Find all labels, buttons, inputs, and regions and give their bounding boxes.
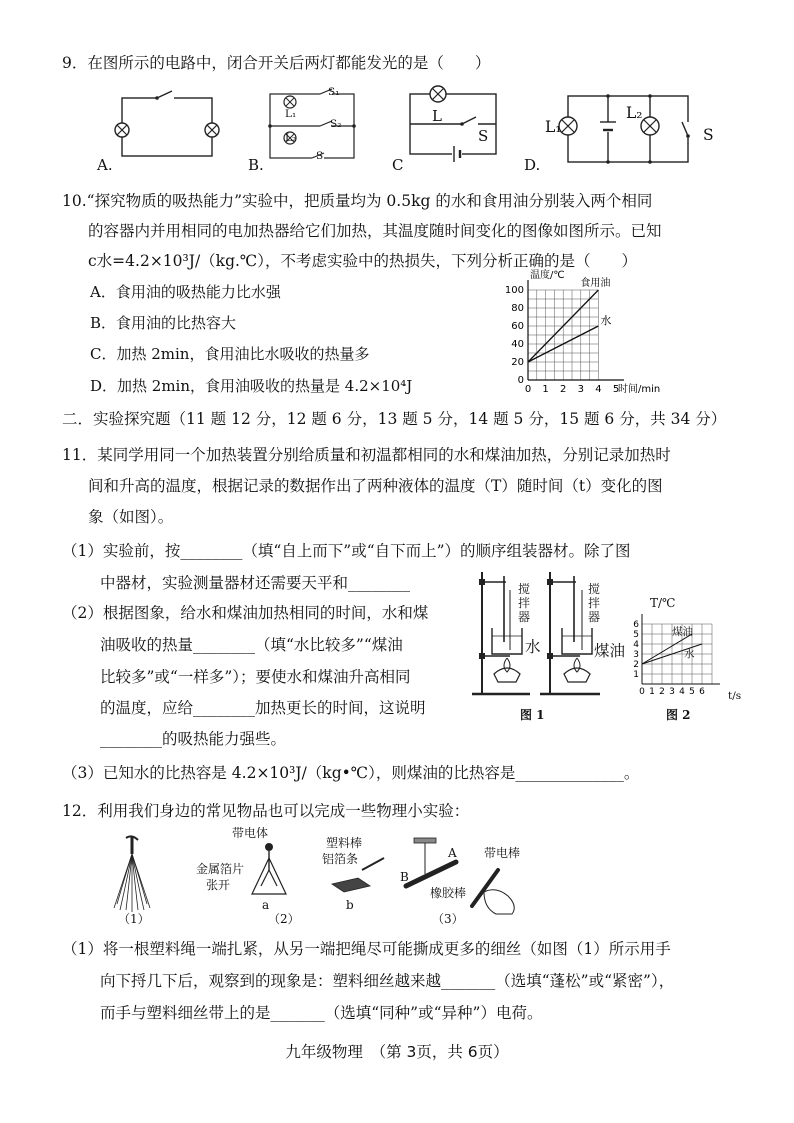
q12-part1-c: 而手与塑料细丝带上的是_______（选填“同种”或“异种”）电荷。 — [100, 1004, 543, 1022]
y-axis-label: 温度/℃ — [530, 270, 565, 281]
q10-line3: c水=4.2×10³J/（kg.℃），不考虑实验中的热损失，下列分析正确的是（ ） — [88, 252, 638, 270]
q11-line3: 象（如图）。 — [88, 508, 174, 526]
q12-figure-1-plastic-strands — [108, 834, 158, 914]
y-tick-label: 60 — [511, 321, 524, 332]
q12-part1-a: （1）将一根塑料绳一端扎紧，从另一端把绳尽可能撕成更多的细丝（如图（1）所示用手 — [62, 940, 671, 958]
q10-line2: 的容器内并用相同的电加热器给它们加热，其温度随时间变化的图像如图所示。已知 — [88, 222, 662, 240]
q9-d-l1: L₁ — [545, 118, 562, 136]
q9-b-s: S — [316, 150, 324, 162]
q11-line2: 间和升高的温度，根据记录的数据作出了两种液体的温度（T）随时间（t）变化的图 — [88, 477, 663, 495]
y-tick-label: 100 — [504, 285, 524, 296]
x-tick-label: 0 — [524, 384, 532, 395]
q11-fig2-oil: 煤油 — [672, 626, 693, 638]
q12-line1: 12．利用我们身边的常见物品也可以完成一些物理小实验： — [62, 802, 470, 820]
series-label-1: 水 — [600, 314, 612, 327]
q11-part2-d: 的温度，应给________加热更长的时间，这说明 — [100, 699, 426, 717]
y-tick-label: 80 — [511, 303, 524, 314]
y-tick-label: 40 — [511, 339, 524, 350]
q12-label-A: A — [448, 846, 457, 860]
q12-part1-b: 向下捋几下后，观察到的现象是：塑料细丝越来越_______（选填“蓬松”或“紧密”）， — [100, 972, 675, 990]
q9-b-l2: L₂ — [285, 132, 297, 144]
q9-d-l2: L₂ — [626, 104, 643, 122]
y-tick-label: 5 — [633, 630, 639, 640]
q11-part2-a: （2）根据图象，给水和煤油加热相同的时间，水和煤 — [62, 604, 429, 622]
q9-label-d: D. — [524, 156, 541, 174]
x-tick-label: 3 — [669, 687, 675, 697]
q9-d-s: S — [703, 126, 714, 144]
q12-foil-open-line1: 金属箔片 — [196, 862, 245, 876]
q11-part3: （3）已知水的比热容是 4.2×10³J/（kg•℃），则煤油的比热容是______________。 — [62, 764, 640, 782]
y-tick-label: 1 — [633, 670, 639, 680]
x-tick-label: 1 — [542, 384, 549, 395]
x-tick-label: 0 — [639, 687, 645, 697]
q11-part1-b: 中器材，实验测量器材还需要天平和________ — [100, 574, 411, 592]
q10-line1: 10.“探究物质的吸热能力”实验中，把质量均为 0.5kg 的水和食用油分别装入两个相同 — [62, 192, 653, 210]
x-tick-label: 6 — [699, 687, 705, 697]
q11-fig1-stirrer-2: 搅拌器 — [588, 582, 601, 624]
series-label-0: 食用油 — [580, 278, 611, 289]
q11-figure-2-chart — [630, 592, 740, 702]
x-axis-label: 时间/min — [618, 384, 661, 395]
y-tick-label: 2 — [633, 660, 639, 670]
q9-label-b: B. — [248, 156, 264, 174]
circuit-a — [112, 88, 222, 163]
x-tick-label: 4 — [595, 384, 602, 395]
q9-label-c: C — [392, 156, 404, 174]
q11-fig1-stirrer-1: 搅拌器 — [518, 582, 531, 624]
q11-fig1-oil: 煤油 — [594, 642, 626, 660]
q11-part2-e: ________的吸热能力强些。 — [100, 730, 287, 748]
circuit-c — [402, 86, 502, 161]
q12-figure-2a-electroscope — [244, 842, 294, 902]
q11-line1: 11．某同学用同一个加热装置分别给质量和初温都相同的水和煤油加热，分别记录加热时 — [62, 446, 671, 464]
y-tick-label: 20 — [511, 357, 524, 368]
q10-option-d: D．加热 2min，食用油吸收的热量是 4.2×10⁴J — [90, 377, 413, 395]
q10-option-a: A．食用油的吸热能力比水强 — [90, 283, 281, 301]
y-tick-label: 0 — [517, 375, 524, 386]
q11-part2-c: 比较多”或“一样多”）；要使水和煤油升高相同 — [100, 668, 411, 686]
q11-fig1-caption: 图 1 — [520, 708, 545, 722]
q11-figure-1 — [470, 570, 630, 700]
q10-temperature-chart — [500, 272, 710, 397]
q10-option-b: B．食用油的比热容大 — [90, 314, 237, 332]
page-footer: 九年级物理 （第 3页，共 6页） — [285, 1043, 509, 1061]
x-tick-label: 2 — [659, 687, 665, 697]
q9-b-l1: L₁ — [285, 108, 297, 120]
x-tick-label: 4 — [679, 687, 685, 697]
q11-fig2-water: 水 — [684, 648, 695, 660]
q12-caption-1: （1） — [118, 912, 150, 926]
q11-fig2-xlabel: t/s — [728, 690, 742, 702]
q11-fig2-ylabel: T/℃ — [650, 596, 676, 610]
q10-option-c: C．加热 2min，食用油比水吸收的热量多 — [90, 345, 370, 363]
q11-fig1-water: 水 — [525, 638, 541, 656]
q12-rubber-rod: 橡胶棒 — [430, 886, 467, 900]
x-tick-label: 5 — [689, 687, 695, 697]
x-tick-label: 1 — [649, 687, 655, 697]
q12-label-a: a — [262, 898, 270, 912]
section-2-heading: 二．实验探究题（11 题 12 分，12 题 6 分，13 题 5 分，14 题 5 分，15 题 6 分，共 34 分） — [62, 410, 727, 428]
q9-label-a: A. — [97, 156, 113, 174]
y-tick-label: 6 — [633, 620, 639, 630]
q9-c-l: L — [432, 107, 442, 125]
q9-b-s2: S₂ — [330, 118, 342, 130]
x-tick-label: 2 — [560, 384, 567, 395]
q12-label-B: B — [400, 870, 409, 884]
q12-foil-strip: 铝箔条 — [322, 852, 359, 866]
q12-plastic-rod: 塑料棒 — [326, 836, 363, 850]
q12-label-b: b — [346, 898, 354, 912]
q12-caption-2: （2） — [268, 912, 300, 926]
q12-charged-body: 带电体 — [232, 826, 269, 840]
q9-stem: 9．在图所示的电路中，闭合开关后两灯都能发光的是（ ） — [62, 54, 491, 72]
q12-foil-open-line2: 张开 — [206, 878, 231, 892]
x-tick-label: 3 — [577, 384, 584, 395]
q11-fig2-caption: 图 2 — [666, 708, 691, 722]
x-tick-label: 5 — [612, 384, 620, 395]
q9-b-s1: S₁ — [328, 86, 340, 98]
q9-c-s: S — [478, 127, 489, 145]
y-tick-label: 4 — [633, 640, 639, 650]
circuit-b — [262, 88, 362, 163]
q12-charged-rod: 带电棒 — [484, 846, 521, 860]
q12-caption-3: （3） — [432, 912, 464, 926]
q11-part2-b: 油吸收的热量________（填“水比较多”“煤油 — [100, 636, 403, 654]
y-tick-label: 3 — [633, 650, 639, 660]
q11-part1-a: （1）实验前，按________（填“自上而下”或“自下而上”）的顺序组装器材。除了图 — [62, 542, 631, 560]
